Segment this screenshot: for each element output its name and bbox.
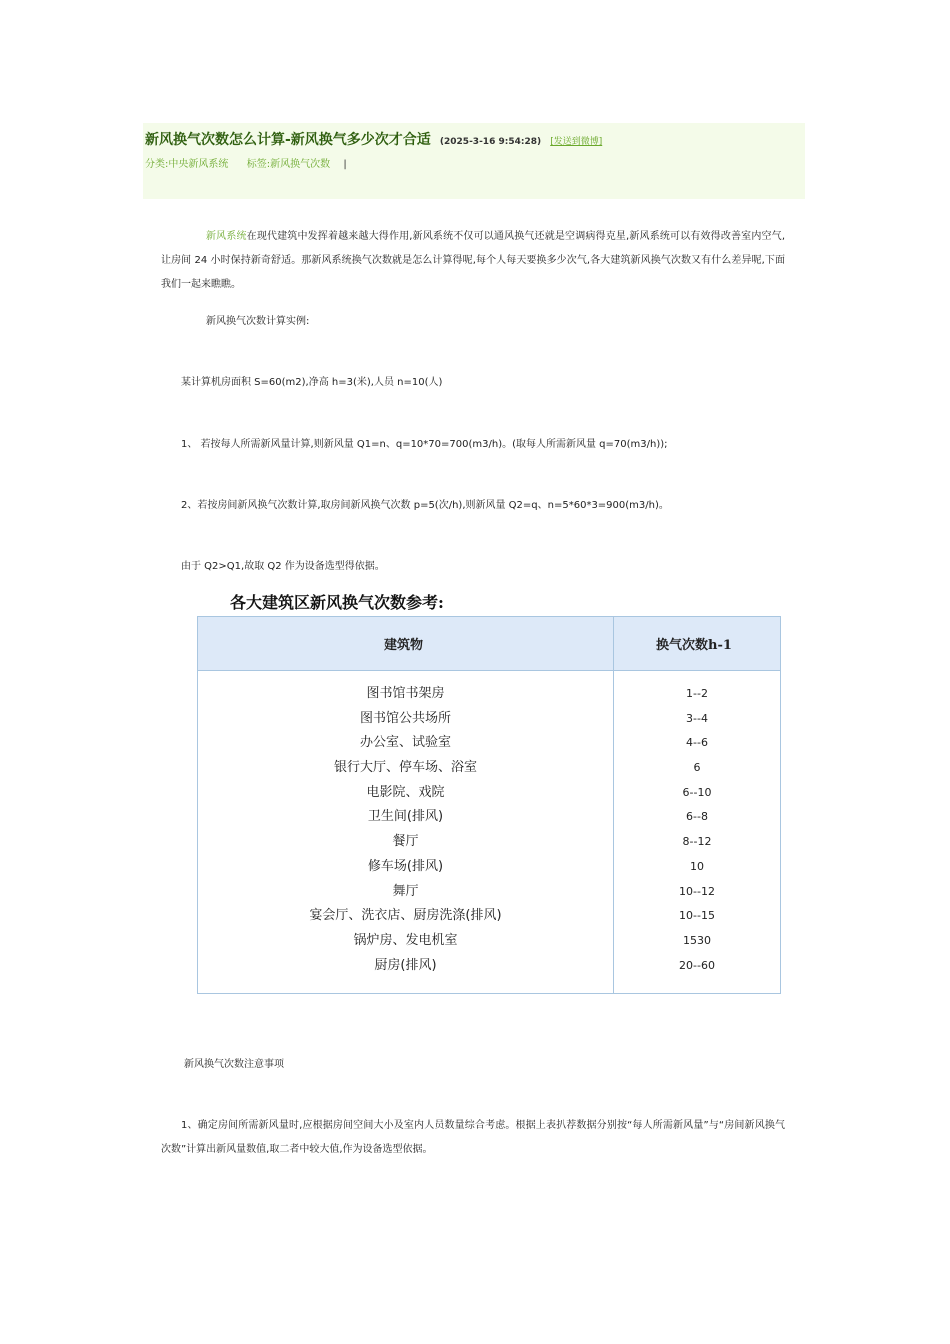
- method-2: 2、若按房间新风换气次数计算,取房间新风换气次数 p=5(次/h),则新风量 Q2=q、n=5*60*3=900(m3/h)。: [181, 500, 669, 511]
- rate-cell: 20--60: [679, 958, 715, 972]
- share-weibo-link[interactable]: [发送到微博]: [550, 137, 603, 147]
- column-header-rate: 换气次数h-1: [656, 638, 732, 653]
- table-row: [198, 830, 780, 855]
- table-title: 各大建筑区新风换气次数参考:: [230, 593, 444, 612]
- building-cell: 锅炉房、发电机室: [353, 932, 458, 948]
- rate-cell: 8--12: [682, 835, 712, 849]
- rate-cell: 6--8: [686, 810, 708, 824]
- table-row: [198, 929, 780, 954]
- rate-cell: 10--12: [679, 884, 715, 898]
- table-row: [198, 781, 780, 806]
- rate-cell: 1--2: [686, 687, 708, 700]
- category-link[interactable]: 分类:中央新风系统: [145, 159, 229, 170]
- building-cell: 宴会厅、洗衣店、厨房洗涤(排风): [309, 908, 502, 924]
- column-header-building: 建筑物: [384, 638, 424, 653]
- intro-link[interactable]: 新风系统: [206, 231, 247, 242]
- air-change-table: [197, 616, 781, 994]
- rate-cell: 10: [690, 859, 704, 873]
- meta-separator: |: [343, 159, 347, 170]
- article-date: (2025-3-16 9:54:28): [439, 137, 542, 147]
- building-cell: 图书馆书架房: [366, 686, 445, 701]
- meta-row: [145, 155, 347, 170]
- building-cell: 舞厅: [392, 883, 419, 899]
- article-title: 新风换气次数怎么计算-新风换气多少次才合适: [145, 132, 431, 148]
- conclusion: 由于 Q2>Q1,故取 Q2 作为设备选型得依据。: [181, 561, 385, 572]
- building-cell: 餐厅: [392, 834, 419, 850]
- notes-heading: 新风换气次数注意事项: [184, 1059, 284, 1070]
- table-row: [198, 707, 780, 732]
- tag-link[interactable]: 标签:新风换气次数: [246, 159, 331, 170]
- building-cell: 银行大厅、停车场、浴室: [333, 760, 477, 776]
- table-row: [198, 682, 780, 707]
- table-body: [198, 682, 780, 978]
- example-heading: 新风换气次数计算实例:: [206, 316, 310, 327]
- intro-paragraph: [161, 225, 785, 297]
- building-cell: 厨房(排风): [374, 957, 437, 973]
- table-row: [198, 904, 780, 929]
- table-row: [198, 880, 780, 905]
- building-cell: 图书馆公共场所: [359, 710, 451, 726]
- building-cell: 修车场(排风): [367, 858, 444, 874]
- table-row: [198, 805, 780, 830]
- room-spec: 某计算机房面积 S=60(m2),净高 h=3(米),人员 n=10(人): [181, 377, 443, 388]
- note-1: 1、确定房间所需新风量时,应根据房间空间大小及室内人员数量综合考虑。根据上表扒荐数据分别按“每人所需新风量”与“房间新风换气次数”计算出新风量数值,取二者中较大值,作为设备选型依据。: [161, 1120, 785, 1155]
- building-cell: 卫生间(排风): [367, 809, 444, 825]
- table-row: [198, 756, 780, 781]
- table-row: [198, 731, 780, 756]
- rate-cell: 3--4: [686, 711, 708, 725]
- rate-cell: 1530: [683, 933, 711, 947]
- intro-text: 在现代建筑中发挥着越来越大得作用,新风系统不仅可以通风换气还就是空调病得克星,新风系统可以有效得改善室内空气,让房间 24 小时保持新奇舒适。那新风系统换气次数就是怎么计算得呢,每个人每天要换多少次气,各大建筑新风换气次数又有什么差异呢,下面我们一起来瞧瞧。: [161, 231, 785, 290]
- method-1: 1、 若按每人所需新风量计算,则新风量 Q1=n、q=10*70=700(m3/h)。(取每人所需新风量 q=70(m3/h));: [181, 439, 668, 450]
- building-cell: 电影院、戏院: [366, 784, 445, 800]
- building-cell: 办公室、试验室: [359, 735, 451, 751]
- rate-cell: 10--15: [679, 909, 715, 923]
- table-row: [198, 855, 780, 880]
- title-row: [145, 129, 602, 149]
- rate-cell: 4--6: [686, 736, 708, 750]
- table-row: [198, 954, 780, 979]
- article-header: [143, 123, 805, 199]
- rate-cell: 6: [693, 761, 701, 775]
- rate-cell: 6--10: [682, 785, 712, 799]
- table-header: [198, 617, 780, 671]
